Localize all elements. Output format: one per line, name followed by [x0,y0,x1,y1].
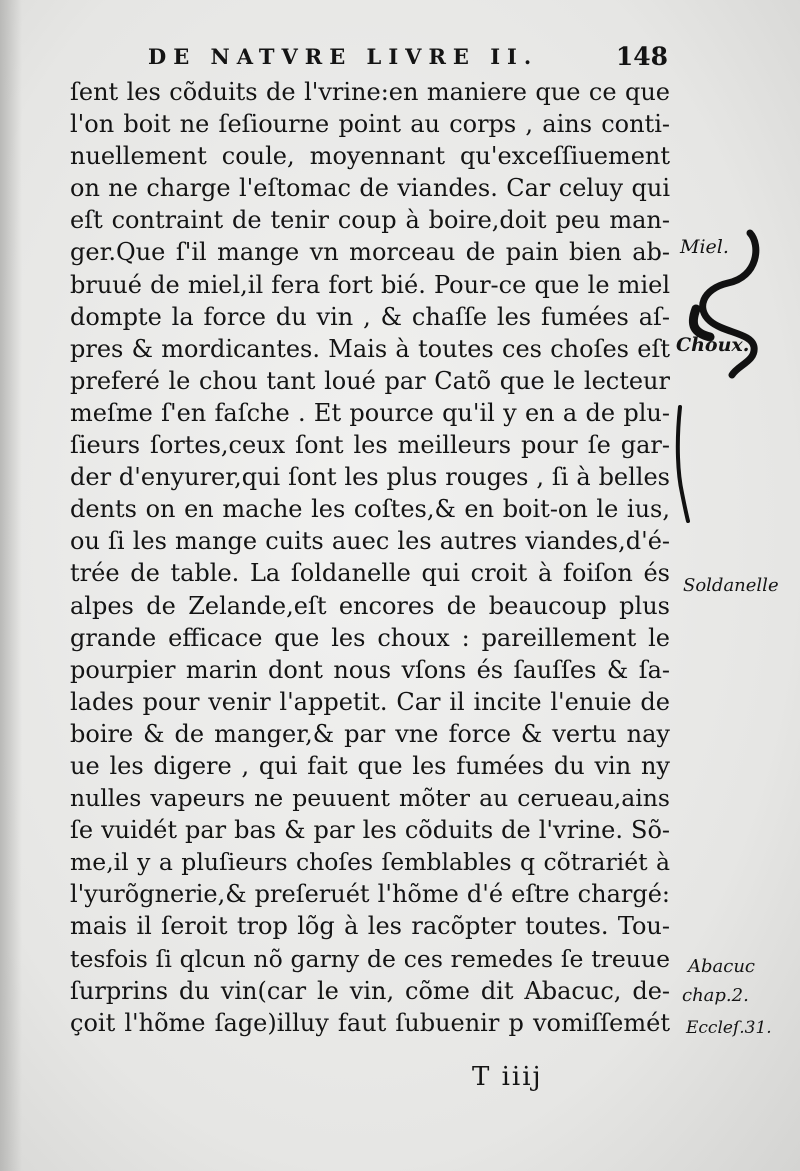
text-line: ſurprins du vin(car le vin, cõme dit Abacuc, de- [70,976,670,1005]
text-line: nulles vapeurs ne peuuent mõter au cerueau,ains [70,784,670,813]
text-line: boire & de manger,& par vne force & vertu nay [70,719,670,748]
margin-note-abacuc: Abacuc [688,956,756,977]
text-line: çoit l'hõme ſage)illuy faut ſubuenir p vomiſſemét [70,1008,670,1037]
text-line: pourpier marin dont nous vſons és ſauſſes & ſa- [70,655,670,684]
text-line: ue les digere , qui fait que les fumées du vin ny [70,751,670,780]
text-line: meſme ſ'en faſche . Et pource qu'il y en a de plu- [70,398,670,427]
text-line: preferé le chou tant loué par Catõ que le lecteur [70,366,670,395]
text-line: ſe vuidét par bas & par les cõduits de l'vrine. Sõ- [70,816,670,845]
text-line: bruué de miel,il fera fort bié. Pour-ce que le miel [70,270,670,299]
signature-mark: T iiij [472,1062,543,1092]
margin-note-miel: Miel. [680,236,729,258]
text-line: ou ſi les mange cuits auec les autres viandes,d'é- [70,527,670,556]
text-line: pres & mordicantes. Mais à toutes ces choſes eſt [70,334,670,363]
text-line: ſieurs ſortes,ceux ſont les meilleurs pour ſe gar- [70,431,670,460]
text-line: eſt contraint de tenir coup à boire,doit peu man- [70,206,670,235]
text-line: nuellement coule, moyennant qu'exceſſiuement [70,142,670,171]
text-line: l'yurõgnerie,& preſeruét l'hõme d'é eſtre chargé: [70,880,670,909]
text-line: tesfois ſi qlcun nõ garny de ces remedes ſe treuue [70,944,670,973]
margin-note-soldanelle: Soldanelle [683,575,779,596]
text-line: dents on en mache les coſtes,& en boit-on le ius, [70,495,670,524]
text-line: on ne charge l'eſtomac de viandes. Car celuy qui [70,174,670,203]
text-line: der d'enyurer,qui ſont les plus rouges , ſi à belles [70,463,670,492]
text-line: lades pour venir l'appetit. Car il incite l'enuie de [70,687,670,716]
running-title: DE NATVRE LIVRE II. [148,44,539,69]
margin-note-choux: Choux. [676,334,750,356]
text-line: ſent les cõduits de l'vrine:en maniere que ce que [70,78,670,106]
margin-note-ecclesiastes: Eccleſ.31. [686,1018,772,1038]
text-line: alpes de Zelande,eſt encores de beaucoup plus [70,591,670,620]
margin-note-chapter: chap.2. [682,985,749,1006]
text-line: ger.Que ſ'il mange vn morceau de pain bien ab- [70,238,670,267]
text-line: l'on boit ne ſeſiourne point au corps , ains conti- [70,110,670,139]
folio-number: 148 [615,42,668,71]
text-line: me,il y a pluſieurs choſes ſemblables q cõtrariét à [70,848,670,877]
text-line: dompte la force du vin , & chaſſe les fumées aſ- [70,302,670,331]
text-line: trée de table. La ſoldanelle qui croit à foiſon és [70,559,670,588]
text-line: mais il ſeroit trop lõg à les racõpter toutes. Tou- [70,912,670,941]
text-line: grande efficace que les choux : pareillement le [70,623,670,652]
